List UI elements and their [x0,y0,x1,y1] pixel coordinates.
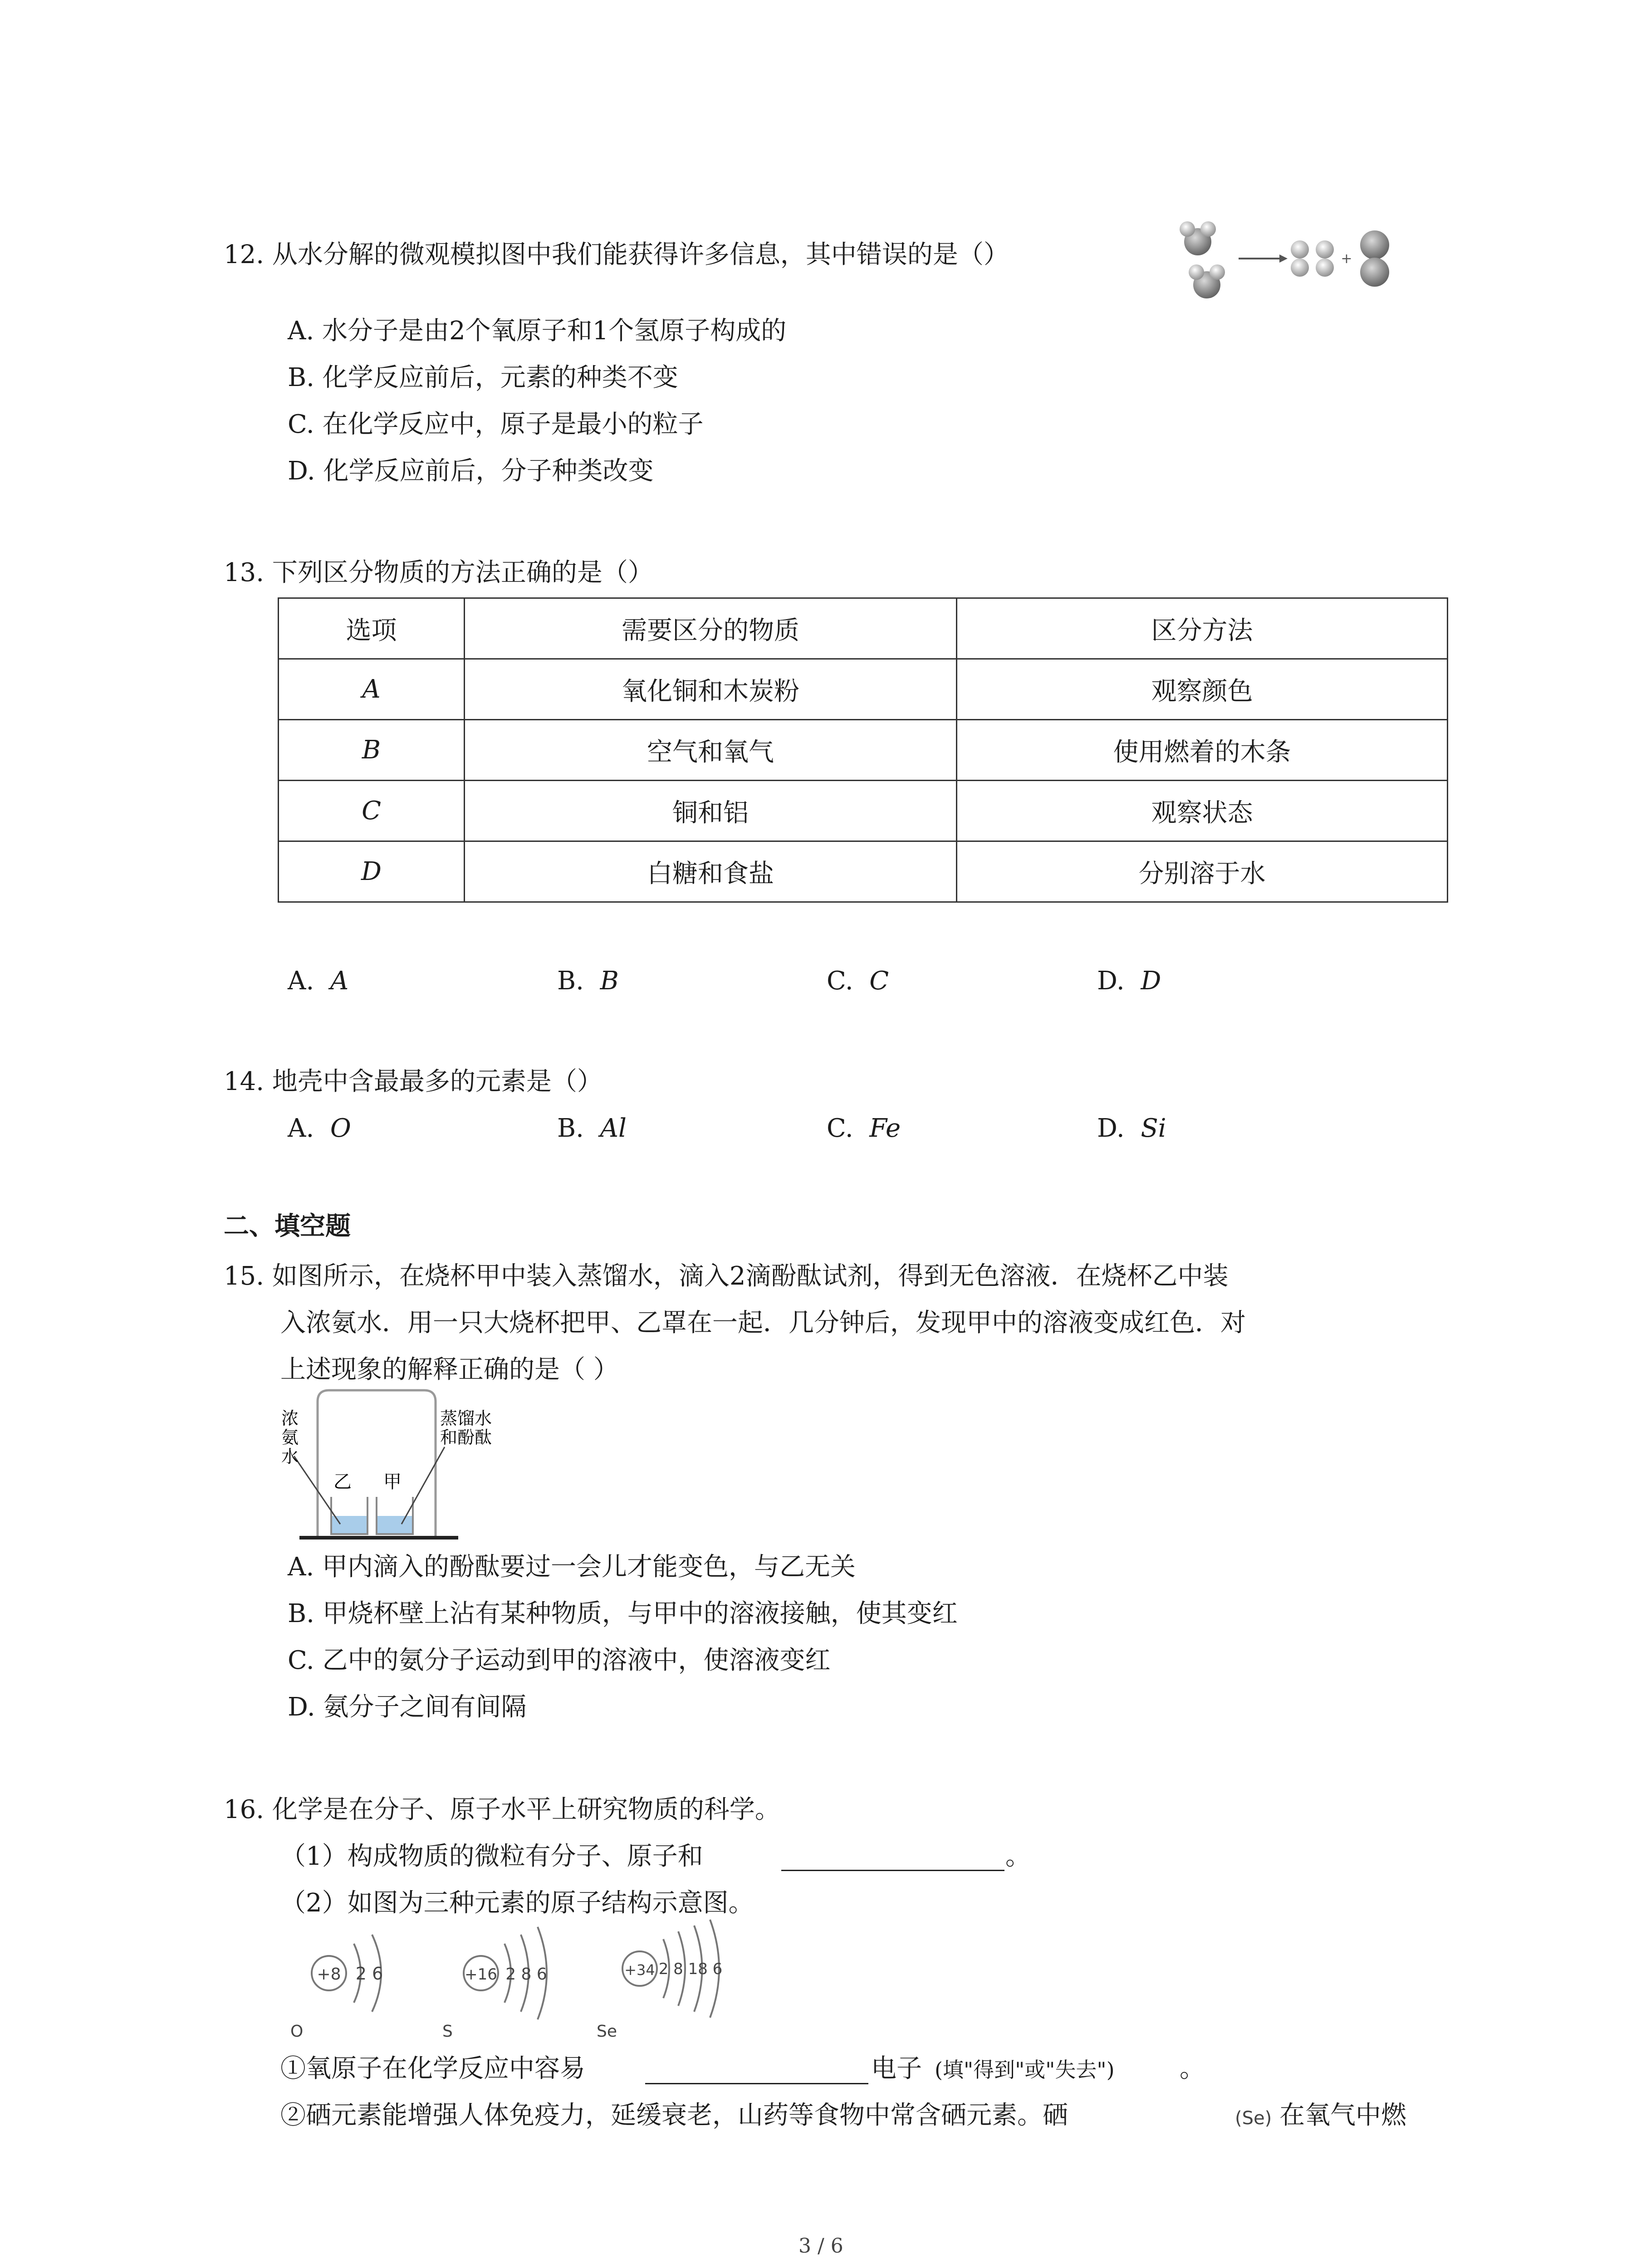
oxygen-atom [1360,230,1389,259]
label-phenolphthalein: 和酚酞 [440,1427,492,1447]
beaker-experiment-figure [272,1388,508,1551]
plus-sign: + [1341,251,1352,267]
q15-option-c[interactable]: C. 乙中的氨分子运动到甲的溶液中，使溶液变红 [288,1646,831,1675]
element-symbol: S [442,2022,453,2041]
q12-option-b[interactable]: B. 化学反应前后，元素的种类不变 [288,363,678,392]
nucleus-charge: +16 [465,1965,497,1984]
q15-option-b[interactable]: B. 甲烧杯壁上沾有某种物质，与甲中的溶液接触，使其变红 [288,1599,958,1628]
selenium-atom-diagram [597,1920,722,2041]
q13-answer-b[interactable]: B. B [557,966,619,996]
element-symbol: O [290,2022,304,2041]
label-jia: 甲 [383,1471,402,1492]
hydrogen-atom [1291,259,1309,277]
q16-item2: ②硒元素能增强人体免疫力，延缓衰老，山药等食物中常含硒元素。硒 [280,2101,1068,2130]
q12-option-d[interactable]: D. 化学反应前后，分子种类改变 [288,456,654,486]
hydrogen-atom [1189,264,1204,280]
q16-item1-hint: (填"得到"或"失去") [935,2058,1115,2082]
table-cell: 观察状态 [957,781,1448,841]
q12-option-a[interactable]: A. 水分子是由2个氧原子和1个氢原子构成的 [288,316,787,346]
element-symbol: Se [597,2022,617,2041]
oxygen-atom-diagram [290,1935,383,2041]
q15-option-d[interactable]: D. 氨分子之间有间隔 [288,1692,527,1722]
table-cell: B [279,720,465,781]
table-row [279,841,1448,902]
arrow-head [1279,254,1288,263]
table-row [279,720,1448,781]
nucleus-charge: +8 [317,1965,341,1984]
q14-stem: 14. 地壳中含最最多的元素是（） [224,1067,603,1096]
q16-part1-blank[interactable] [781,1870,1004,1871]
phenolphthalein-solution [377,1516,412,1533]
q16-item1-blank[interactable] [645,2083,868,2084]
table-header: 区分方法 [957,598,1448,659]
electron-counts: 2 8 18 6 [658,1960,723,1978]
q16-part1-end: 。 [1005,1842,1031,1871]
sulfur-atom-diagram [442,1927,547,2041]
table-row [279,781,1448,841]
table-cell: 氧化铜和木炭粉 [465,659,957,720]
hydrogen-atom [1200,221,1216,237]
nucleus-charge: +34 [624,1961,655,1979]
page-number: 3 / 6 [798,2234,843,2258]
q15-stem-line: 上述现象的解释正确的是（ ） [280,1355,619,1384]
hydrogen-atom [1316,259,1334,277]
hydrogen-atom [1180,221,1195,237]
q13-answer-c[interactable]: C. C [827,966,889,996]
q16-item2-se: (Se) [1235,2108,1272,2129]
table-cell: A [279,659,465,720]
q12-option-c[interactable]: C. 在化学反应中，原子是最小的粒子 [288,410,704,439]
leader-line [402,1447,445,1524]
q16-stem: 16. 化学是在分子、原子水平上研究物质的科学。 [224,1795,780,1824]
q12-stem: 12. 从水分解的微观模拟图中我们能获得许多信息，其中错误的是（） [224,240,1009,269]
q16-item1-electron: 电子 [871,2054,922,2083]
hydrogen-atom [1316,240,1334,259]
table-cell: 空气和氧气 [465,720,957,781]
q13-answer-d[interactable]: D. D [1097,966,1161,996]
q15-stem-line: 15. 如图所示，在烧杯甲中装入蒸馏水，滴入2滴酚酞试剂，得到无色溶液．在烧杯乙中装 [224,1261,1229,1291]
table-cell: 使用燃着的木条 [957,720,1448,781]
hydrogen-atom [1291,240,1309,259]
q16-item2-end: 在氧气中燃 [1279,2101,1406,2130]
oxygen-atom [1360,258,1389,287]
q13-answer-a[interactable]: A. A [288,966,349,996]
table-row [279,659,1448,720]
q14-answer-a[interactable]: A. O [288,1114,351,1143]
label-ammonia: 水 [281,1447,299,1466]
label-distilled-water: 蒸馏水 [440,1408,492,1428]
atom-structure-diagrams [281,1923,780,2046]
water-decomposition-diagram [1175,217,1402,308]
q13-stem: 13. 下列区分物质的方法正确的是（） [224,558,653,587]
label-ammonia: 氨 [281,1427,299,1447]
table-cell: C [279,781,465,841]
q14-answer-c[interactable]: C. Fe [827,1114,901,1143]
q16-part2: （2）如图为三种元素的原子结构示意图。 [280,1888,754,1918]
electron-counts: 2 6 [355,1964,383,1984]
table-cell: 白糖和食盐 [465,841,957,902]
table-cell: 观察颜色 [957,659,1448,720]
table-header: 需要区分的物质 [465,598,957,659]
label-ammonia: 浓 [281,1408,299,1428]
hydrogen-atom [1210,264,1225,280]
q16-item1: ①氧原子在化学反应中容易 [280,2054,585,2083]
q16-item1-end: 。 [1180,2054,1205,2083]
q15-option-a[interactable]: A. 甲内滴入的酚酞要过一会儿才能变色，与乙无关 [288,1552,856,1582]
table-header: 选项 [279,598,465,659]
section-title: 二、填空题 [224,1212,351,1241]
table-cell: 分别溶于水 [957,841,1448,902]
table-cell: D [279,841,465,902]
q13-options-table [278,597,1448,903]
electron-counts: 2 8 6 [505,1965,547,1984]
label-yi: 乙 [333,1471,352,1492]
table-cell: 铜和铝 [465,781,957,841]
q16-part1: （1）构成物质的微粒有分子、原子和 [280,1842,703,1871]
q15-stem-line: 入浓氨水．用一只大烧杯把甲、乙罩在一起．几分钟后，发现甲中的溶液变成红色．对 [280,1308,1246,1338]
q14-answer-b[interactable]: B. Al [557,1114,627,1143]
q14-answer-d[interactable]: D. Si [1097,1114,1166,1143]
table-header-row [279,598,1448,659]
